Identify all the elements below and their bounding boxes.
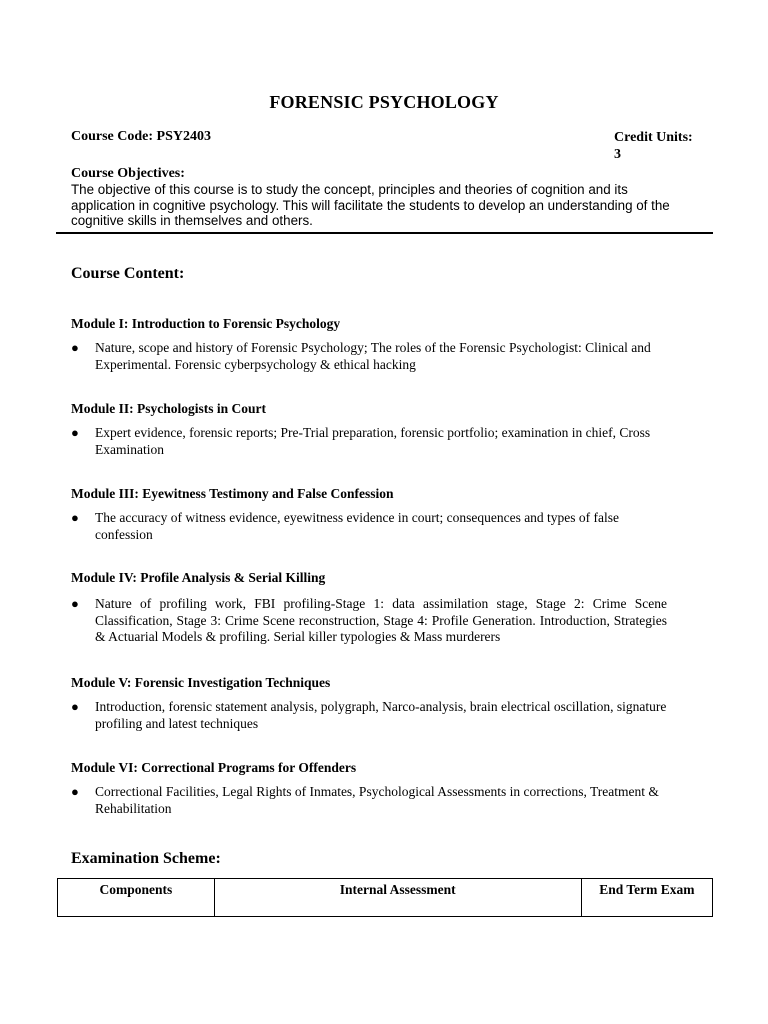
module-bullet-item	[71, 510, 667, 543]
module-bullet-item	[71, 699, 667, 732]
module-heading: Module III: Eyewitness Testimony and False Confession	[71, 486, 394, 501]
module-bullet-item	[71, 340, 667, 373]
module-bullet-item	[71, 784, 667, 817]
module-bullet-text: Expert evidence, forensic reports; Pre-Trial preparation, forensic portfolio; examination in chief, Cross Examination	[95, 425, 651, 457]
exam-scheme-table	[57, 878, 713, 917]
table-header-end-term-exam: End Term Exam	[581, 879, 712, 917]
credit-units	[614, 129, 714, 163]
table-header-row	[58, 879, 713, 917]
horizontal-rule	[56, 232, 713, 234]
module-heading: Module VI: Correctional Programs for Offenders	[71, 760, 357, 775]
table-header-internal-assessment: Internal Assessment	[214, 879, 581, 917]
course-content-heading: Course Content:	[71, 265, 185, 282]
bullet-icon: ●	[71, 340, 79, 355]
module-bullet-item	[71, 425, 667, 458]
module-bullet-text: Introduction, forensic statement analysis, polygraph, Narco-analysis, brain electrical oscillation, signature profiling and latest techniques	[95, 699, 667, 731]
page-title: FORENSIC PSYCHOLOGY	[269, 92, 499, 112]
module-bullet-item	[71, 596, 667, 646]
module-bullet-text: The accuracy of witness evidence, eyewitness evidence in court; consequences and types of false confession	[95, 510, 620, 542]
credit-units-value: 3	[614, 147, 621, 162]
objectives-heading: Course Objectives:	[71, 166, 185, 181]
module-bullet-text: Nature, scope and history of Forensic Psychology; The roles of the Forensic Psychologist: Clinical and Experimental. Forensic cyberpsychology & ethical hacking	[95, 340, 651, 372]
bullet-icon: ●	[71, 596, 79, 611]
table-header-components: Components	[58, 879, 215, 917]
bullet-icon: ●	[71, 510, 79, 525]
module-heading: Module II: Psychologists in Court	[71, 401, 267, 416]
exam-scheme-heading: Examination Scheme:	[71, 850, 221, 867]
module-bullet-text: Correctional Facilities, Legal Rights of Inmates, Psychological Assessments in corrections, Treatment & Rehabilitation	[95, 784, 659, 816]
course-code: Course Code: PSY2403	[71, 129, 211, 144]
module-heading: Module IV: Profile Analysis & Serial Killing	[71, 570, 326, 585]
bullet-icon: ●	[71, 699, 79, 714]
module-heading: Module V: Forensic Investigation Techniques	[71, 675, 331, 690]
module-heading: Module I: Introduction to Forensic Psychology	[71, 316, 341, 331]
bullet-icon: ●	[71, 425, 79, 440]
objectives-text: The objective of this course is to study the concept, principles and theories of cognition and its application in cognitive psychology. This will facilitate the students to develop an understanding of the cognitive skills in themselves and others.	[71, 182, 670, 228]
credit-units-label: Credit Units:	[614, 130, 693, 145]
module-bullet-text: Nature of profiling work, FBI profiling-Stage 1: data assimilation stage, Stage 2: Crime Scene Classification, Stage 3: Crime Scene reconstruction, Stage 4: Profile Generation. Introduction, Strategies & Actuarial Models & profiling. Serial killer typologies & Mass murderers	[95, 596, 667, 644]
bullet-icon: ●	[71, 784, 79, 799]
